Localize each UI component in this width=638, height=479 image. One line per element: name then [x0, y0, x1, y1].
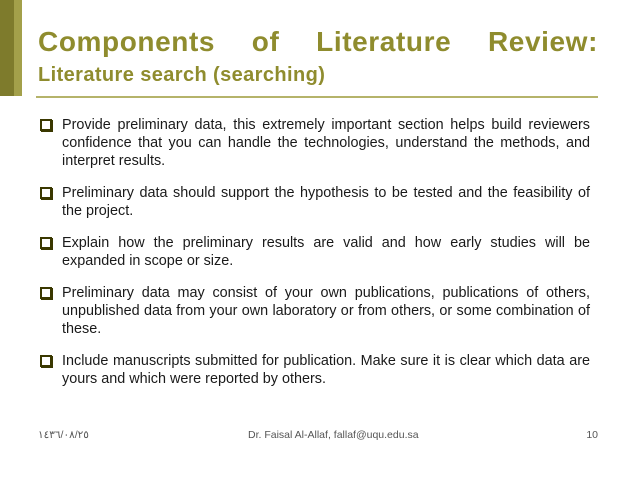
bullet-item: [38, 352, 590, 388]
bullet-item: [38, 234, 590, 270]
hollow-square-bullet-icon: [40, 287, 52, 299]
hollow-square-bullet-icon: [40, 187, 52, 199]
slide-title: Components of Literature Review:: [38, 26, 598, 57]
slide-subtitle: Literature search (searching): [38, 64, 326, 86]
bullet-item: [38, 284, 590, 338]
left-accent-bar-dark: [0, 0, 14, 96]
hollow-square-bullet-icon: [40, 119, 52, 131]
bullet-text: Provide preliminary data, this extremely important section helps build reviewers confidence that you can handle the technologies, understand the methods, and interpret results.: [62, 117, 590, 169]
footer-date: ١٤٣٦/٠٨/٢٥: [38, 429, 89, 441]
bullet-item: [38, 116, 590, 170]
hollow-square-bullet-icon: [40, 355, 52, 367]
bullet-text: Include manuscripts submitted for publication. Make sure it is clear which data are yours and which were reported by others.: [62, 353, 590, 387]
hollow-square-bullet-icon: [40, 237, 52, 249]
bullet-text: Explain how the preliminary results are valid and how early studies will be expanded in scope or size.: [62, 235, 590, 269]
bullet-list: [38, 116, 590, 402]
bullet-text: Preliminary data may consist of your own publications, publications of others, unpublished data from your own laboratory or from others, or some combination of these.: [62, 285, 590, 337]
bullet-item: [38, 184, 590, 220]
title-divider: [36, 96, 598, 98]
bullet-text: Preliminary data should support the hypothesis to be tested and the feasibility of the project.: [62, 185, 590, 219]
page-number: 10: [586, 429, 598, 441]
footer-author: Dr. Faisal Al-Allaf, fallaf@uqu.edu.sa: [248, 429, 419, 441]
